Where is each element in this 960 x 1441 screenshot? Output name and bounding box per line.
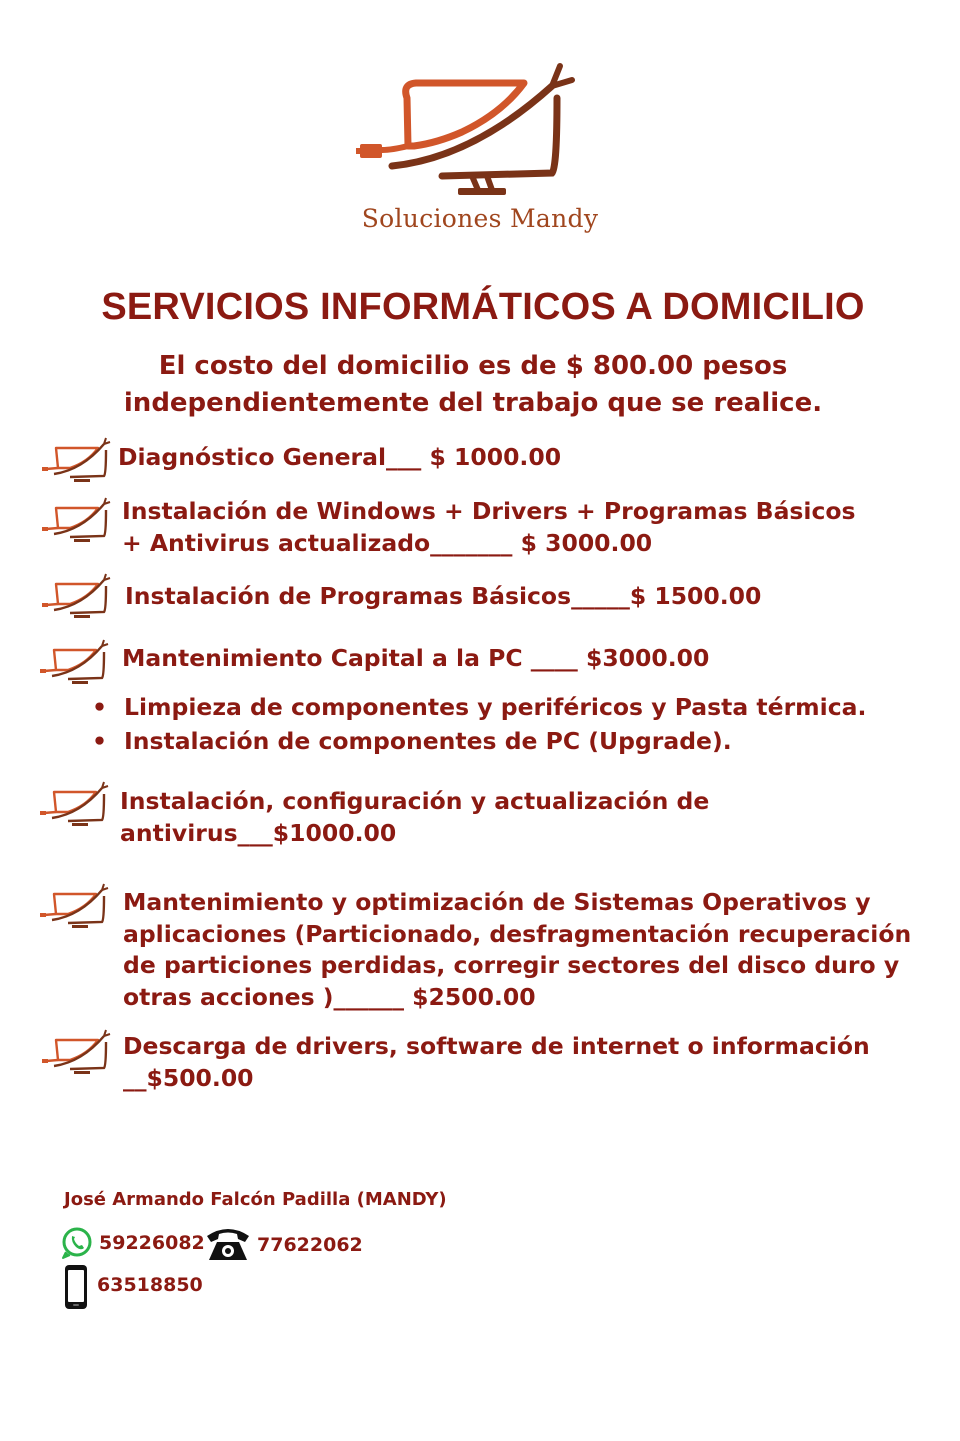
whatsapp-number: 59226082 xyxy=(99,1232,205,1254)
computer-repair-icon xyxy=(40,572,112,620)
landline-number: 77622062 xyxy=(257,1234,363,1256)
service-item: Mantenimiento Capital a la PC ____ $3000.00 xyxy=(122,644,710,672)
computer-repair-icon xyxy=(38,638,110,686)
maintenance-details xyxy=(92,690,866,758)
subtitle-line: El costo del domicilio es de $ 800.00 pesos xyxy=(158,351,788,381)
service-item: Mantenimiento y optimización de Sistemas Operativos y aplicaciones (Particionado, desfragmentación recuperación de particiones perdidas, corregir sectores del disco duro y otras acciones )______ $2500.00 xyxy=(123,888,912,1011)
service-item: Descarga de drivers, software de internet o información __$500.00 xyxy=(123,1032,870,1092)
logo xyxy=(352,58,582,203)
service-item: Instalación, configuración y actualización de antivirus___$1000.00 xyxy=(120,787,710,847)
computer-repair-icon xyxy=(38,882,110,930)
service-item: Instalación de Windows + Drivers + Programas Básicos + Antivirus actualizado_______ $ 3000.00 xyxy=(122,497,856,557)
mobile-phone-icon xyxy=(63,1264,89,1310)
owner-name: José Armando Falcón Padilla (MANDY) xyxy=(64,1189,447,1210)
mobile-number: 63518850 xyxy=(97,1274,203,1296)
computer-repair-icon xyxy=(40,436,112,484)
subtitle xyxy=(0,348,946,422)
computer-repair-icon xyxy=(40,1028,112,1076)
page-title: SERVICIOS INFORMÁTICOS A DOMICILIO xyxy=(101,286,865,328)
service-item: Instalación de Programas Básicos_____$ 1500.00 xyxy=(125,582,762,610)
computer-repair-icon xyxy=(40,496,112,544)
telephone-icon xyxy=(205,1224,251,1264)
brand-name: Soluciones Mandy xyxy=(361,204,599,233)
whatsapp-icon xyxy=(60,1226,94,1260)
list-item: • Instalación de componentes de PC (Upgrade). xyxy=(92,727,732,755)
list-item: • Limpieza de componentes y periféricos y Pasta térmica. xyxy=(92,693,867,721)
subtitle-line: independientemente del trabajo que se realice. xyxy=(123,388,823,418)
service-item: Diagnóstico General___ $ 1000.00 xyxy=(118,443,562,471)
computer-repair-icon xyxy=(38,780,110,828)
